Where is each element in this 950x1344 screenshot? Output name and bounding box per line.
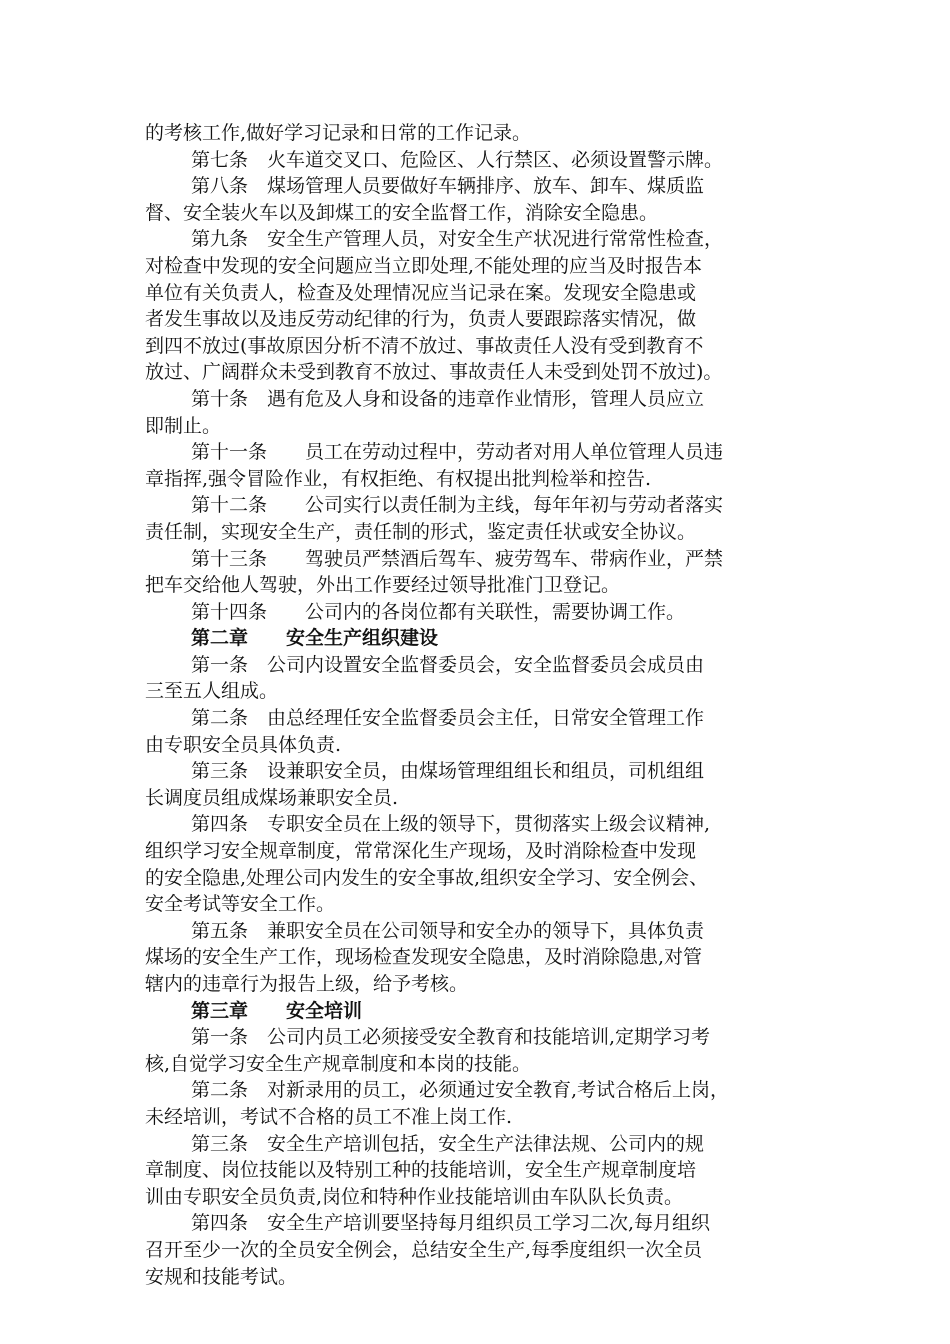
text-line: 的考核工作,做好学习记录和日常的工作记录。 — [145, 122, 532, 144]
text-line: 第五条 兼职安全员在公司领导和安全办的领导下，具体负责 — [191, 919, 705, 942]
text-line: 第三条 设兼职安全员，由煤场管理组组长和组员，司机组组 — [191, 760, 705, 783]
text-line: 第十条 遇有危及人身和设备的违章作业情形，管理人员应立 — [191, 387, 705, 410]
chapter-heading: 第二章 安全生产组织建设 — [191, 627, 439, 650]
text-line: 由专职安全员具体负责. — [145, 733, 342, 756]
text-line: 第八条 煤场管理人员要做好车辆排序、放车、卸车、煤质监 — [191, 175, 705, 198]
text-line: 三至五人组成。 — [145, 680, 279, 703]
text-line: 第一条 公司内设置安全监督委员会，安全监督委员会成员由 — [191, 653, 705, 676]
text-line: 辖内的违章行为报告上级，给予考核。 — [145, 973, 469, 995]
text-line: 第十三条 驾驶员严禁酒后驾车、疲劳驾车、带病作业，严禁 — [191, 547, 724, 570]
text-line: 第四条 安全生产培训要坚持每月组织员工学习二次,每月组织 — [191, 1212, 711, 1235]
document-body — [145, 120, 815, 1290]
text-line: 训由专职安全员负责,岗位和特种作业技能培训由车队队长负责。 — [145, 1185, 684, 1208]
text-line: 第四条 专职安全员在上级的领导下，贯彻落实上级会议精神, — [191, 813, 711, 836]
chapter-heading: 第三章 安全培训 — [191, 999, 363, 1022]
text-line: 第二条 对新录用的员工，必须通过安全教育,考试合格后上岗， — [191, 1079, 730, 1102]
text-line: 未经培训，考试不合格的员工不准上岗工作. — [145, 1105, 513, 1128]
text-line: 第十一条 员工在劳动过程中，劳动者对用人单位管理人员违 — [191, 441, 724, 464]
text-line: 把车交给他人驾驶，外出工作要经过领导批准门卫登记。 — [145, 574, 621, 597]
text-line: 第十二条 公司实行以责任制为主线，每年年初与劳动者落实 — [191, 494, 724, 517]
text-line: 第十四条 公司内的各岗位都有关联性，需要协调工作。 — [191, 600, 686, 623]
text-line: 第三条 安全生产培训包括，安全生产法律法规、公司内的规 — [191, 1132, 705, 1155]
text-line: 单位有关负责人，检查及处理情况应当记录在案。发现安全隐患或 — [145, 281, 697, 304]
text-line: 召开至少一次的全员安全例会，总结安全生产,每季度组织一次全员 — [145, 1238, 703, 1261]
text-line: 章指挥,强令冒险作业，有权拒绝、有权提出批判检举和控告. — [145, 467, 652, 490]
text-line: 长调度员组成煤场兼职安全员. — [145, 786, 399, 809]
text-line: 对检查中发现的安全问题应当立即处理,不能处理的应当及时报告本 — [145, 254, 703, 277]
text-line: 组织学习安全规章制度，常常深化生产现场，及时消除检查中发现 — [145, 840, 697, 863]
text-line: 第九条 安全生产管理人员，对安全生产状况进行常常性检查， — [191, 228, 724, 251]
text-line: 安全考试等安全工作。 — [145, 893, 336, 916]
text-line: 安规和技能考试。 — [145, 1265, 298, 1288]
text-line: 的安全隐患,处理公司内发生的安全事故,组织安全学习、安全例会、 — [145, 866, 709, 889]
text-line: 核,自觉学习安全生产规章制度和本岗的技能。 — [145, 1052, 532, 1075]
text-line: 章制度、岗位技能以及特别工种的技能培训，安全生产规章制度培 — [145, 1159, 697, 1182]
text-line: 到四不放过(事故原因分析不清不放过、事故责任人没有受到教育不 — [145, 334, 704, 357]
text-line: 第二条 由总经理任安全监督委员会主任，日常安全管理工作 — [191, 707, 705, 730]
text-line: 督、安全装火车以及卸煤工的安全监督工作，消除安全隐患。 — [145, 201, 659, 224]
text-line: 第一条 公司内员工必须接受安全教育和技能培训,定期学习考 — [191, 1026, 711, 1049]
text-line: 即制止。 — [145, 414, 222, 437]
text-line: 责任制，实现安全生产，责任制的形式，鉴定责任状或安全协议。 — [145, 520, 697, 543]
text-line: 放过、广阔群众未受到教育不放过、事故责任人未受到处罚不放过)。 — [145, 361, 723, 384]
text-line: 者发生事故以及违反劳动纪律的行为，负责人要跟踪落实情况，做 — [145, 308, 697, 331]
text-line: 第七条 火车道交叉口、危险区、人行禁区、必须设置警示牌。 — [191, 148, 724, 171]
text-line: 煤场的安全生产工作，现场检查发现安全隐患，及时消除隐患,对管 — [145, 946, 703, 969]
